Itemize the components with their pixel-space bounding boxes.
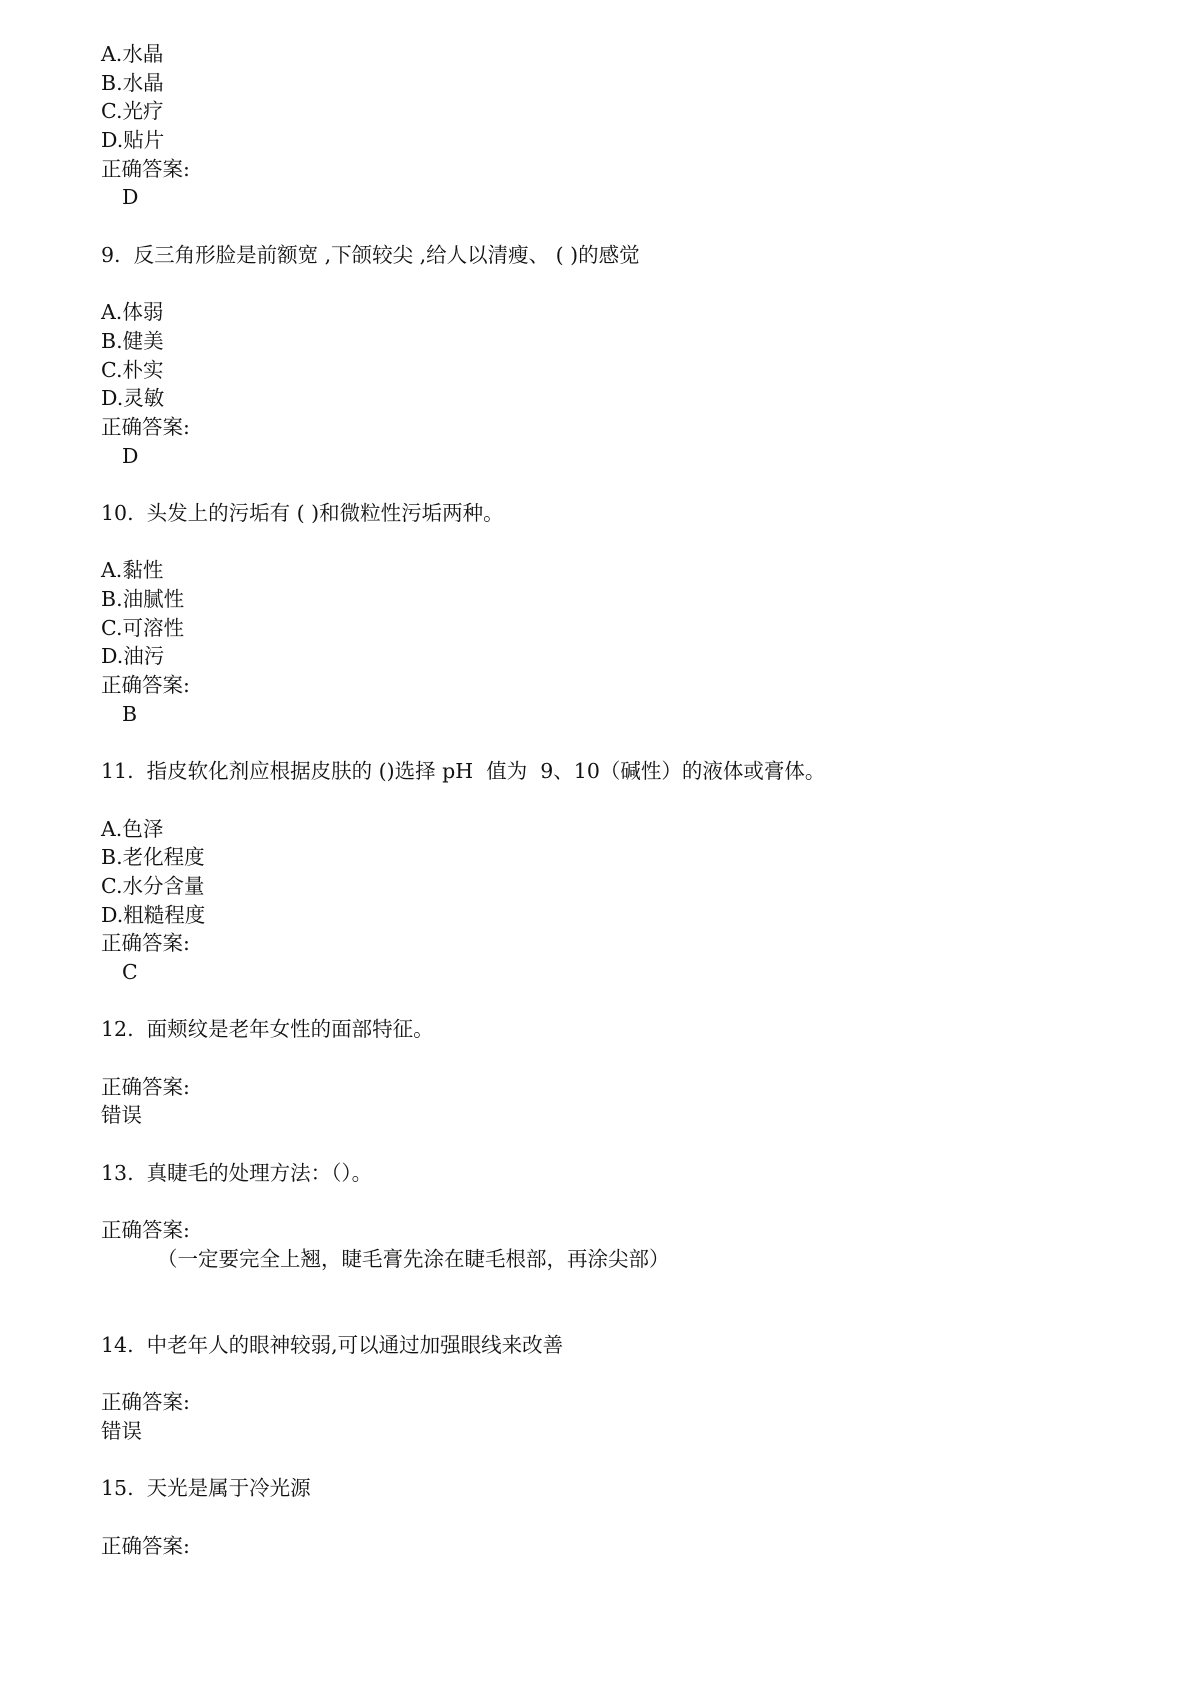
question-12 [101, 1015, 1141, 1130]
option-d: D.油污 [101, 644, 165, 669]
question-title: 9. 反三角形脸是前额宽 ,下颌较尖 ,给人以清瘦、 ( )的感觉 [101, 242, 640, 267]
option-d: D.灵敏 [101, 386, 165, 411]
answer-label: 正确答案: [101, 673, 190, 698]
option-c: C.光疗 [101, 99, 164, 124]
question-title: 11. 指皮软化剂应根据皮肤的 ()选择 pH 值为 9、10（碱性）的液体或膏体。 [101, 759, 826, 784]
question-title: 13. 真睫毛的处理方法：（）。 [101, 1160, 373, 1185]
option-c: C.水分含量 [101, 873, 205, 898]
option-b: B.油腻性 [101, 587, 185, 612]
answer-value: C [122, 960, 138, 984]
question-15 [101, 1474, 1141, 1560]
option-c: C.可溶性 [101, 615, 184, 640]
option-d: D.贴片 [101, 128, 165, 153]
question-14 [101, 1331, 1141, 1446]
answer-label: 正确答案: [101, 414, 190, 439]
question-title: 14. 中老年人的眼神较弱,可以通过加强眼线来改善 [101, 1332, 564, 1357]
answer-value: D [122, 185, 139, 210]
option-a: A.黏性 [101, 558, 164, 583]
question-title: 15. 天光是属于冷光源 [101, 1476, 311, 1501]
question-13 [101, 1159, 1141, 1274]
answer-label: 正确答案: [101, 931, 190, 956]
answer-label: 正确答案: [101, 1074, 190, 1099]
question-9 [101, 241, 1141, 471]
question-10 [101, 499, 1141, 729]
option-a: A.体弱 [101, 300, 164, 325]
option-b: B.健美 [101, 328, 164, 353]
answer-value: （一定要完全上翘，睫毛膏先涂在睫毛根部，再涂尖部） [157, 1246, 670, 1271]
option-a: A.水晶 [101, 42, 164, 66]
answer-value: B [122, 701, 138, 726]
answer-value: 错误 [101, 1103, 142, 1128]
option-b: B.水晶 [101, 70, 164, 95]
answer-label: 正确答案: [101, 1218, 190, 1243]
answer-value: 错误 [101, 1419, 142, 1444]
answer-label: 正确答案: [101, 1390, 190, 1415]
answer-value: D [122, 443, 139, 468]
answer-label: 正确答案: [101, 156, 190, 181]
option-d: D.粗糙程度 [101, 902, 206, 927]
question-11 [101, 757, 1141, 987]
option-c: C.朴实 [101, 357, 164, 382]
option-a: A.色泽 [101, 816, 164, 841]
answer-label: 正确答案: [101, 1533, 190, 1558]
question-title: 10. 头发上的污垢有 ( )和微粒性污垢两种。 [101, 501, 504, 525]
prev-question-block [101, 40, 1141, 212]
exam-page [101, 40, 1141, 1560]
option-b: B.老化程度 [101, 845, 205, 870]
question-title: 12. 面颊纹是老年女性的面部特征。 [101, 1017, 434, 1042]
